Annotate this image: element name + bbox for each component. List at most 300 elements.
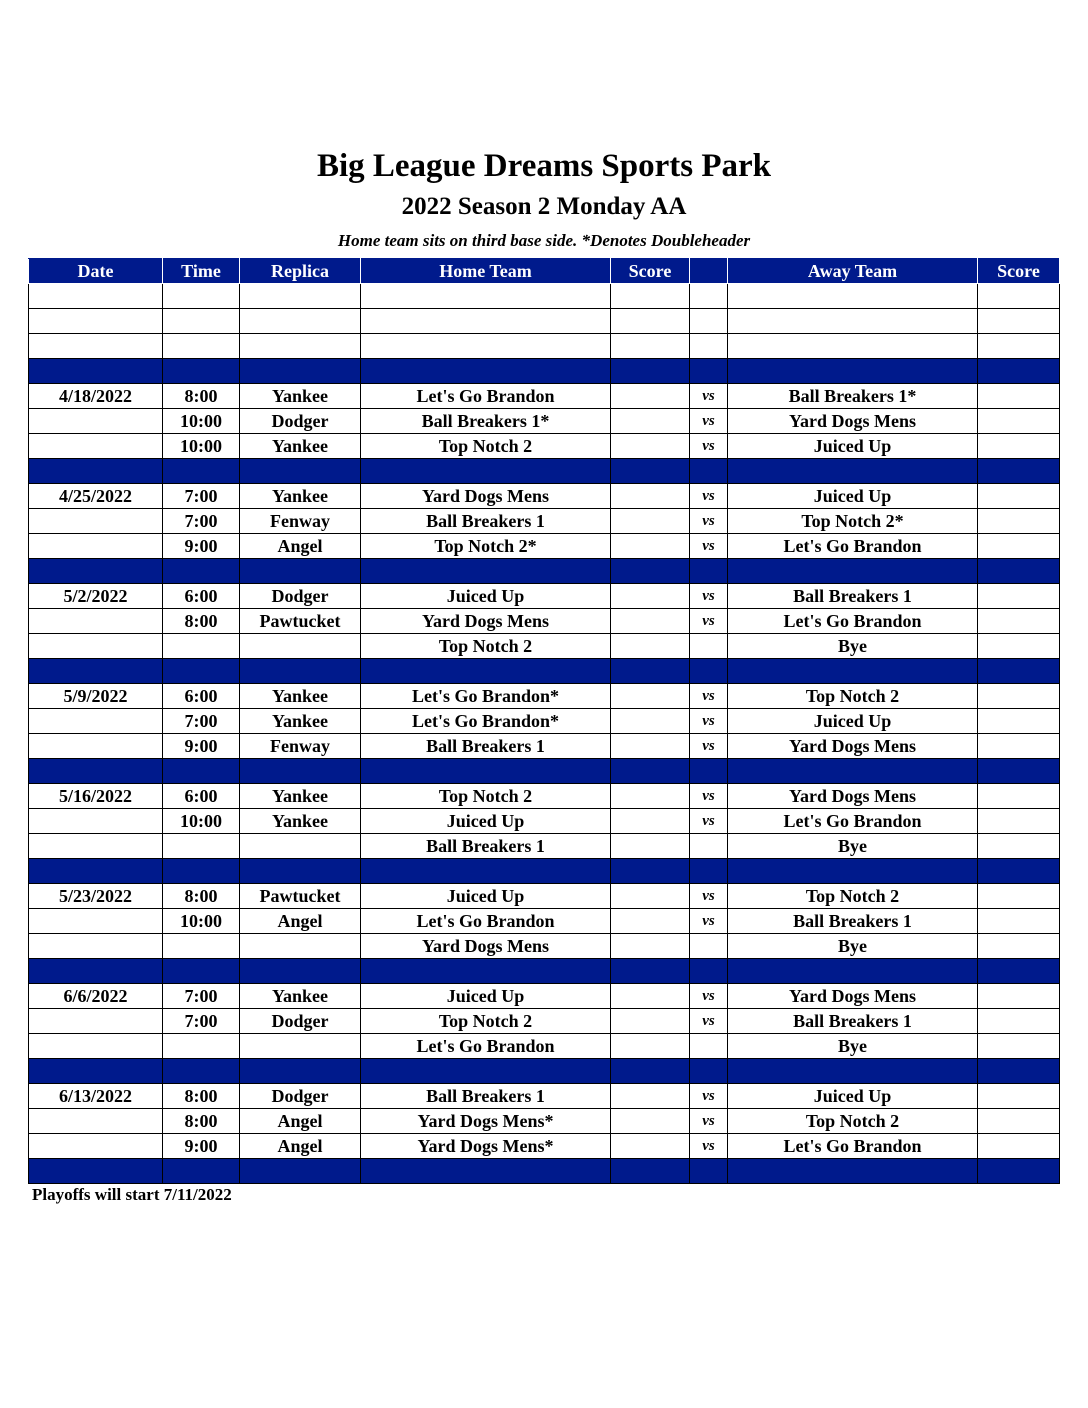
- week-separator-row: [29, 859, 1060, 884]
- home-score-cell: [611, 1109, 690, 1134]
- home-score-cell: [611, 284, 690, 309]
- table-row: [29, 1134, 1060, 1159]
- home-team-cell: [361, 559, 611, 584]
- time-cell: 9:00: [163, 734, 240, 759]
- vs-cell: [690, 1034, 728, 1059]
- away-score-cell: [978, 909, 1060, 934]
- date-cell: [29, 1034, 163, 1059]
- vs-cell: [690, 959, 728, 984]
- home-team-cell: [361, 284, 611, 309]
- table-row: [29, 934, 1060, 959]
- table-row: [29, 809, 1060, 834]
- week-separator-row: [29, 559, 1060, 584]
- vs-cell: [690, 659, 728, 684]
- home-team-cell: Juiced Up: [361, 584, 611, 609]
- time-cell: [163, 284, 240, 309]
- vs-cell: [690, 1059, 728, 1084]
- vs-cell: [690, 834, 728, 859]
- time-cell: 8:00: [163, 1084, 240, 1109]
- time-cell: [163, 1059, 240, 1084]
- replica-cell: Angel: [240, 1134, 361, 1159]
- home-team-cell: [361, 1059, 611, 1084]
- table-row: [29, 884, 1060, 909]
- away-team-cell: Ball Breakers 1: [728, 909, 978, 934]
- home-score-cell: [611, 759, 690, 784]
- table-row: [29, 734, 1060, 759]
- replica-cell: Yankee: [240, 709, 361, 734]
- time-cell: [163, 309, 240, 334]
- home-team-cell: Ball Breakers 1: [361, 509, 611, 534]
- date-cell: [29, 909, 163, 934]
- time-cell: [163, 834, 240, 859]
- home-score-cell: [611, 709, 690, 734]
- home-score-cell: [611, 534, 690, 559]
- away-score-cell: [978, 934, 1060, 959]
- away-score-cell: [978, 359, 1060, 384]
- date-cell: [29, 334, 163, 359]
- date-cell: [29, 809, 163, 834]
- away-score-cell: [978, 884, 1060, 909]
- table-row: [29, 784, 1060, 809]
- schedule-note: Home team sits on third base side. *Denotes Doubleheader: [337, 231, 751, 250]
- home-score-cell: [611, 1009, 690, 1034]
- replica-cell: Yankee: [240, 434, 361, 459]
- away-score-cell: [978, 534, 1060, 559]
- date-cell: [29, 284, 163, 309]
- home-team-cell: Let's Go Brandon*: [361, 684, 611, 709]
- blank-row: [29, 309, 1060, 334]
- time-cell: 7:00: [163, 984, 240, 1009]
- away-score-cell: [978, 409, 1060, 434]
- blank-row: [29, 334, 1060, 359]
- vs-cell: vs: [690, 884, 728, 909]
- replica-cell: [240, 934, 361, 959]
- home-team-cell: Yard Dogs Mens: [361, 609, 611, 634]
- table-row: [29, 584, 1060, 609]
- time-cell: 10:00: [163, 909, 240, 934]
- away-team-cell: [728, 859, 978, 884]
- schedule-table: [28, 258, 1060, 1184]
- home-team-cell: [361, 759, 611, 784]
- replica-cell: Yankee: [240, 384, 361, 409]
- column-header-date: Date: [29, 259, 163, 284]
- replica-cell: Angel: [240, 909, 361, 934]
- away-team-cell: Let's Go Brandon: [728, 609, 978, 634]
- time-cell: 9:00: [163, 534, 240, 559]
- time-cell: [163, 459, 240, 484]
- home-team-cell: [361, 334, 611, 359]
- home-team-cell: [361, 459, 611, 484]
- away-team-cell: Let's Go Brandon: [728, 534, 978, 559]
- home-team-cell: Yard Dogs Mens: [361, 484, 611, 509]
- date-cell: [29, 709, 163, 734]
- home-team-cell: Top Notch 2*: [361, 534, 611, 559]
- home-score-cell: [611, 584, 690, 609]
- date-cell: 6/13/2022: [29, 1084, 163, 1109]
- away-team-cell: [728, 659, 978, 684]
- time-cell: 7:00: [163, 484, 240, 509]
- replica-cell: Fenway: [240, 509, 361, 534]
- replica-cell: Dodger: [240, 1084, 361, 1109]
- date-cell: [29, 1159, 163, 1184]
- vs-cell: [690, 334, 728, 359]
- week-separator-row: [29, 359, 1060, 384]
- week-separator-row: [29, 1059, 1060, 1084]
- away-team-cell: Top Notch 2*: [728, 509, 978, 534]
- date-cell: 5/23/2022: [29, 884, 163, 909]
- away-team-cell: [728, 309, 978, 334]
- home-team-cell: Ball Breakers 1: [361, 834, 611, 859]
- week-separator-row: [29, 459, 1060, 484]
- table-row: [29, 409, 1060, 434]
- away-score-cell: [978, 959, 1060, 984]
- replica-cell: Dodger: [240, 409, 361, 434]
- column-header-away-team: Away Team: [728, 259, 978, 284]
- date-cell: [29, 609, 163, 634]
- table-row: [29, 634, 1060, 659]
- date-cell: [29, 834, 163, 859]
- home-team-cell: Let's Go Brandon: [361, 384, 611, 409]
- home-team-cell: Ball Breakers 1: [361, 734, 611, 759]
- home-team-cell: Juiced Up: [361, 984, 611, 1009]
- date-cell: 4/25/2022: [29, 484, 163, 509]
- vs-cell: vs: [690, 684, 728, 709]
- table-row: [29, 1034, 1060, 1059]
- away-team-cell: [728, 334, 978, 359]
- vs-cell: vs: [690, 909, 728, 934]
- table-row: [29, 709, 1060, 734]
- week-separator-row: [29, 659, 1060, 684]
- column-header-away-score: Score: [978, 259, 1060, 284]
- date-cell: 5/16/2022: [29, 784, 163, 809]
- column-header-vs: [690, 259, 728, 284]
- away-team-cell: Let's Go Brandon: [728, 809, 978, 834]
- home-score-cell: [611, 734, 690, 759]
- week-separator-row: [29, 759, 1060, 784]
- replica-cell: Fenway: [240, 734, 361, 759]
- away-score-cell: [978, 1159, 1060, 1184]
- away-team-cell: [728, 959, 978, 984]
- replica-cell: [240, 1159, 361, 1184]
- away-team-cell: [728, 284, 978, 309]
- away-team-cell: Bye: [728, 634, 978, 659]
- column-header-time: Time: [163, 259, 240, 284]
- date-cell: [29, 1109, 163, 1134]
- away-score-cell: [978, 434, 1060, 459]
- home-score-cell: [611, 959, 690, 984]
- time-cell: 10:00: [163, 409, 240, 434]
- home-score-cell: [611, 509, 690, 534]
- home-team-cell: Ball Breakers 1*: [361, 409, 611, 434]
- away-score-cell: [978, 1084, 1060, 1109]
- home-score-cell: [611, 859, 690, 884]
- away-team-cell: Top Notch 2: [728, 884, 978, 909]
- home-score-cell: [611, 1084, 690, 1109]
- page-subtitle: 2022 Season 2 Monday AA: [401, 193, 687, 220]
- vs-cell: vs: [690, 409, 728, 434]
- away-team-cell: Juiced Up: [728, 1084, 978, 1109]
- table-row: [29, 984, 1060, 1009]
- away-team-cell: Yard Dogs Mens: [728, 784, 978, 809]
- replica-cell: Yankee: [240, 784, 361, 809]
- away-score-cell: [978, 809, 1060, 834]
- home-score-cell: [611, 1159, 690, 1184]
- home-team-cell: Yard Dogs Mens: [361, 934, 611, 959]
- time-cell: [163, 334, 240, 359]
- replica-cell: [240, 634, 361, 659]
- home-team-cell: Let's Go Brandon: [361, 1034, 611, 1059]
- home-team-cell: [361, 359, 611, 384]
- away-team-cell: Top Notch 2: [728, 684, 978, 709]
- away-score-cell: [978, 559, 1060, 584]
- column-header-home-score: Score: [611, 259, 690, 284]
- home-score-cell: [611, 834, 690, 859]
- home-score-cell: [611, 1134, 690, 1159]
- home-team-cell: Top Notch 2: [361, 634, 611, 659]
- date-cell: [29, 959, 163, 984]
- vs-cell: [690, 859, 728, 884]
- away-score-cell: [978, 284, 1060, 309]
- playoffs-note: Playoffs will start 7/11/2022: [32, 1185, 232, 1204]
- time-cell: [163, 859, 240, 884]
- time-cell: [163, 759, 240, 784]
- date-cell: [29, 309, 163, 334]
- replica-cell: [240, 759, 361, 784]
- home-score-cell: [611, 809, 690, 834]
- home-score-cell: [611, 334, 690, 359]
- away-team-cell: Juiced Up: [728, 434, 978, 459]
- away-score-cell: [978, 1134, 1060, 1159]
- vs-cell: vs: [690, 1134, 728, 1159]
- date-cell: [29, 634, 163, 659]
- date-cell: [29, 1009, 163, 1034]
- replica-cell: [240, 559, 361, 584]
- away-score-cell: [978, 484, 1060, 509]
- away-score-cell: [978, 1034, 1060, 1059]
- replica-cell: [240, 1034, 361, 1059]
- table-row: [29, 909, 1060, 934]
- replica-cell: Yankee: [240, 684, 361, 709]
- time-cell: 8:00: [163, 609, 240, 634]
- table-row: [29, 684, 1060, 709]
- table-row: [29, 484, 1060, 509]
- home-score-cell: [611, 559, 690, 584]
- home-team-cell: Top Notch 2: [361, 1009, 611, 1034]
- home-team-cell: [361, 659, 611, 684]
- time-cell: 10:00: [163, 434, 240, 459]
- home-score-cell: [611, 1059, 690, 1084]
- date-cell: [29, 1134, 163, 1159]
- vs-cell: vs: [690, 434, 728, 459]
- table-row: [29, 1109, 1060, 1134]
- replica-cell: [240, 1059, 361, 1084]
- time-cell: [163, 559, 240, 584]
- away-team-cell: Ball Breakers 1: [728, 1009, 978, 1034]
- replica-cell: [240, 334, 361, 359]
- home-team-cell: [361, 959, 611, 984]
- time-cell: 10:00: [163, 809, 240, 834]
- table-row: [29, 1084, 1060, 1109]
- table-header-row: [29, 259, 1060, 284]
- vs-cell: [690, 634, 728, 659]
- time-cell: 8:00: [163, 884, 240, 909]
- away-team-cell: [728, 1059, 978, 1084]
- column-header-replica: Replica: [240, 259, 361, 284]
- time-cell: [163, 1034, 240, 1059]
- vs-cell: [690, 359, 728, 384]
- date-cell: [29, 509, 163, 534]
- time-cell: 6:00: [163, 784, 240, 809]
- away-team-cell: Bye: [728, 1034, 978, 1059]
- date-cell: 6/6/2022: [29, 984, 163, 1009]
- time-cell: [163, 359, 240, 384]
- vs-cell: vs: [690, 734, 728, 759]
- replica-cell: Dodger: [240, 1009, 361, 1034]
- vs-cell: [690, 1159, 728, 1184]
- away-team-cell: [728, 359, 978, 384]
- replica-cell: Angel: [240, 1109, 361, 1134]
- home-score-cell: [611, 309, 690, 334]
- away-team-cell: Top Notch 2: [728, 1109, 978, 1134]
- vs-cell: [690, 934, 728, 959]
- home-team-cell: Ball Breakers 1: [361, 1084, 611, 1109]
- vs-cell: vs: [690, 809, 728, 834]
- away-score-cell: [978, 509, 1060, 534]
- home-team-cell: Top Notch 2: [361, 784, 611, 809]
- away-team-cell: Bye: [728, 834, 978, 859]
- replica-cell: [240, 834, 361, 859]
- away-score-cell: [978, 309, 1060, 334]
- time-cell: [163, 959, 240, 984]
- away-score-cell: [978, 1109, 1060, 1134]
- home-score-cell: [611, 634, 690, 659]
- away-score-cell: [978, 784, 1060, 809]
- away-score-cell: [978, 859, 1060, 884]
- vs-cell: vs: [690, 984, 728, 1009]
- away-team-cell: Yard Dogs Mens: [728, 409, 978, 434]
- home-score-cell: [611, 434, 690, 459]
- date-cell: [29, 934, 163, 959]
- home-team-cell: [361, 859, 611, 884]
- vs-cell: vs: [690, 1109, 728, 1134]
- blank-row: [29, 284, 1060, 309]
- table-row: [29, 509, 1060, 534]
- table-row: [29, 609, 1060, 634]
- date-cell: [29, 1059, 163, 1084]
- away-score-cell: [978, 459, 1060, 484]
- date-cell: [29, 759, 163, 784]
- away-score-cell: [978, 709, 1060, 734]
- table-row: [29, 834, 1060, 859]
- away-score-cell: [978, 609, 1060, 634]
- home-score-cell: [611, 609, 690, 634]
- replica-cell: [240, 659, 361, 684]
- vs-cell: vs: [690, 534, 728, 559]
- away-score-cell: [978, 759, 1060, 784]
- away-team-cell: Juiced Up: [728, 484, 978, 509]
- home-score-cell: [611, 1034, 690, 1059]
- date-cell: [29, 459, 163, 484]
- vs-cell: [690, 459, 728, 484]
- home-team-cell: Let's Go Brandon: [361, 909, 611, 934]
- away-team-cell: Ball Breakers 1*: [728, 384, 978, 409]
- table-row: [29, 534, 1060, 559]
- replica-cell: Yankee: [240, 984, 361, 1009]
- home-score-cell: [611, 459, 690, 484]
- vs-cell: vs: [690, 784, 728, 809]
- home-team-cell: Yard Dogs Mens*: [361, 1134, 611, 1159]
- away-team-cell: Bye: [728, 934, 978, 959]
- home-score-cell: [611, 409, 690, 434]
- replica-cell: [240, 359, 361, 384]
- away-score-cell: [978, 1059, 1060, 1084]
- replica-cell: [240, 959, 361, 984]
- home-team-cell: Juiced Up: [361, 809, 611, 834]
- home-score-cell: [611, 984, 690, 1009]
- away-score-cell: [978, 659, 1060, 684]
- vs-cell: vs: [690, 709, 728, 734]
- vs-cell: vs: [690, 509, 728, 534]
- date-cell: [29, 434, 163, 459]
- schedule-body: [29, 284, 1060, 1184]
- replica-cell: Pawtucket: [240, 884, 361, 909]
- home-team-cell: Juiced Up: [361, 884, 611, 909]
- home-team-cell: [361, 309, 611, 334]
- away-team-cell: [728, 559, 978, 584]
- replica-cell: Angel: [240, 534, 361, 559]
- date-cell: 5/2/2022: [29, 584, 163, 609]
- home-score-cell: [611, 909, 690, 934]
- away-team-cell: Let's Go Brandon: [728, 1134, 978, 1159]
- home-team-cell: [361, 1159, 611, 1184]
- away-team-cell: [728, 759, 978, 784]
- vs-cell: vs: [690, 1009, 728, 1034]
- home-team-cell: Top Notch 2: [361, 434, 611, 459]
- away-team-cell: Yard Dogs Mens: [728, 734, 978, 759]
- date-cell: [29, 859, 163, 884]
- home-score-cell: [611, 934, 690, 959]
- time-cell: 6:00: [163, 684, 240, 709]
- week-separator-row: [29, 1159, 1060, 1184]
- vs-cell: [690, 559, 728, 584]
- away-team-cell: [728, 1159, 978, 1184]
- home-score-cell: [611, 684, 690, 709]
- away-score-cell: [978, 984, 1060, 1009]
- time-cell: 8:00: [163, 384, 240, 409]
- replica-cell: [240, 859, 361, 884]
- home-score-cell: [611, 784, 690, 809]
- time-cell: 7:00: [163, 709, 240, 734]
- vs-cell: [690, 284, 728, 309]
- time-cell: 7:00: [163, 509, 240, 534]
- replica-cell: [240, 284, 361, 309]
- home-team-cell: Yard Dogs Mens*: [361, 1109, 611, 1134]
- date-cell: [29, 559, 163, 584]
- replica-cell: Pawtucket: [240, 609, 361, 634]
- home-score-cell: [611, 484, 690, 509]
- away-score-cell: [978, 834, 1060, 859]
- away-team-cell: Juiced Up: [728, 709, 978, 734]
- replica-cell: Yankee: [240, 809, 361, 834]
- vs-cell: vs: [690, 584, 728, 609]
- week-separator-row: [29, 959, 1060, 984]
- vs-cell: [690, 309, 728, 334]
- time-cell: [163, 1159, 240, 1184]
- away-team-cell: Yard Dogs Mens: [728, 984, 978, 1009]
- vs-cell: vs: [690, 1084, 728, 1109]
- vs-cell: vs: [690, 484, 728, 509]
- time-cell: [163, 659, 240, 684]
